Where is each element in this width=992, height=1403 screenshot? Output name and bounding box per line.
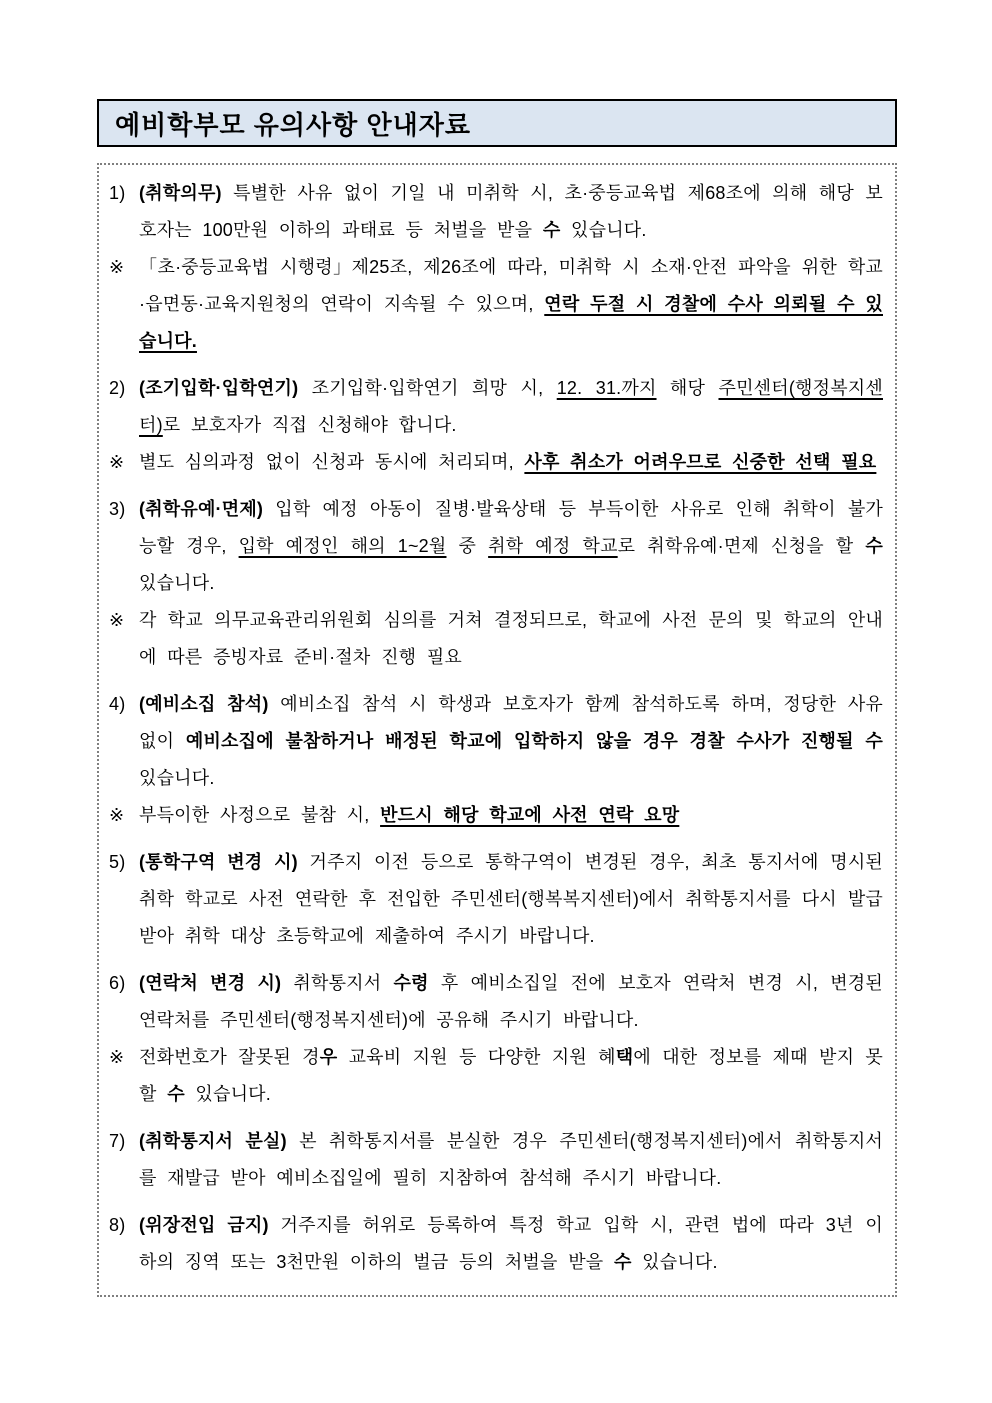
note-marker: ※ xyxy=(109,610,125,630)
item-1 xyxy=(109,175,883,249)
note-marker: ※ xyxy=(109,257,125,277)
text-span: 각 학교 의무교육관리위원회 심의를 거쳐 결정되므로, 학교에 사전 문의 및 학교의 안내에 따른 증빙자료 준비·절차 진행 필요 xyxy=(139,610,883,667)
item-7 xyxy=(109,1123,883,1197)
item-2-text xyxy=(139,370,883,444)
text-span: 12. 31.까지 xyxy=(556,378,657,398)
item-4 xyxy=(109,686,883,797)
text-span: (취학통지서 분실) xyxy=(139,1131,287,1151)
text-span: (취학의무) xyxy=(139,183,222,203)
text-span: 예비소집 참석 시 학생과 보호자가 함께 참석하도록 하며, 정당한 사유 없이 xyxy=(139,694,883,751)
item-5 xyxy=(109,844,883,955)
text-span: 해당 xyxy=(656,378,719,398)
text-span: (조기입학·입학연기) xyxy=(139,378,299,398)
text-span: (취학유예·면제) xyxy=(139,499,264,519)
text-span: 특별한 사유 없이 기일 내 미취학 시, 초·중등교육법 제68조에 의해 해당 보호자는 100만원 이하의 과태료 등 처벌을 받을 xyxy=(139,183,883,240)
note-marker: ※ xyxy=(109,452,125,472)
note-3-text xyxy=(139,602,883,676)
item-8 xyxy=(109,1207,883,1281)
note-6-text xyxy=(139,1039,883,1113)
item-marker: 3) xyxy=(109,499,126,519)
item-marker: 8) xyxy=(109,1215,126,1235)
text-span: 부득이한 사정으로 불참 시, xyxy=(139,805,381,825)
page-title: 예비학부모 유의사항 안내자료 xyxy=(115,109,471,140)
text-span: 연락 두절 시 경찰에 수사 의뢰될 수 있습니다. xyxy=(139,294,883,351)
text-span: 거주지를 허위로 등록하여 특정 학교 입학 시, 관련 법에 따라 3년 이하의 징역 또는 3천만원 이하의 벌금 등의 처벌을 받을 xyxy=(139,1215,883,1272)
text-span: 중 xyxy=(446,536,489,556)
text-span: 수 xyxy=(865,536,883,556)
text-span: 주민센터(행정복지센터) xyxy=(139,378,883,435)
text-span: 전화번호가 잘못된 경 xyxy=(139,1047,320,1067)
text-span: 입학 예정 아동이 질병·발육상태 등 부득이한 사유로 인해 취학이 불가능할 경우, xyxy=(139,499,883,556)
text-span: 예비소집에 불참하거나 배정된 학교에 입학하지 않을 경우 경찰 수사가 진행될 수 xyxy=(185,731,883,751)
text-span: 후 예비소집일 전에 보호자 연락처 변경 시, 변경된 연락처를 주민센터(행정복지센터)에 공유해 주시기 바랍니다. xyxy=(139,973,883,1030)
note-4 xyxy=(109,797,883,834)
note-1-text xyxy=(139,249,883,360)
item-marker: 7) xyxy=(109,1131,126,1151)
note-3 xyxy=(109,602,883,676)
text-span: (예비소집 참석) xyxy=(139,694,269,714)
item-3 xyxy=(109,491,883,602)
text-span: 있습니다. xyxy=(139,573,215,593)
text-span: 로 보호자가 직접 신청해야 합니다. xyxy=(162,415,457,435)
notice-body xyxy=(97,163,897,1297)
note-marker: ※ xyxy=(109,805,125,825)
item-8-text xyxy=(139,1207,883,1281)
text-span: 택 xyxy=(615,1047,634,1067)
note-2 xyxy=(109,444,883,481)
text-span: 별도 심의과정 없이 신청과 동시에 처리되며, xyxy=(139,452,525,472)
text-span: 수 xyxy=(613,1252,632,1272)
text-span: 취학통지서 xyxy=(281,973,394,993)
text-span: 있습니다. xyxy=(184,1084,271,1104)
text-span: 수령 xyxy=(393,973,429,993)
text-span: 본 취학통지서를 분실한 경우 주민센터(행정복지센터)에서 취학통지서를 재발급 받아 예비소집일에 필히 지참하여 참석해 주시기 바랍니다. xyxy=(139,1131,883,1188)
note-marker: ※ xyxy=(109,1047,125,1067)
text-span: 반드시 해당 학교에 사전 연락 요망 xyxy=(380,805,680,825)
text-span: 교육비 지원 등 다양한 지원 혜 xyxy=(337,1047,616,1067)
note-4-text xyxy=(139,797,883,834)
text-span: 사후 취소가 어려우므로 신중한 선택 필요 xyxy=(524,452,877,472)
text-span: 로 취학유예·면제 신청을 할 xyxy=(617,536,866,556)
text-span: 조기입학·입학연기 희망 시, xyxy=(298,378,557,398)
text-span: 우 xyxy=(319,1047,338,1067)
text-span: 에 대한 정보를 제때 받지 못할 xyxy=(139,1047,883,1104)
item-marker: 6) xyxy=(109,973,126,993)
item-4-text xyxy=(139,686,883,797)
text-span: (위장전입 금지) xyxy=(139,1215,269,1235)
item-marker: 2) xyxy=(109,378,126,398)
text-span: 입학 예정인 해의 1~2월 xyxy=(238,536,447,556)
text-span: 거주지 이전 등으로 통학구역이 변경된 경우, 최초 통지서에 명시된 취학 학교로 사전 연락한 후 전입한 주민센터(행복복지센터)에서 취학통지서를 다시 발급받아 취학 대상 초등학교에 제출하여 주시기 바랍니다. xyxy=(139,852,883,946)
text-span: 있습니다. xyxy=(631,1252,718,1272)
note-2-text xyxy=(139,444,883,481)
note-1 xyxy=(109,249,883,360)
title-banner xyxy=(97,99,897,147)
text-span: 취학 예정 학교 xyxy=(488,536,618,556)
text-span: (연락처 변경 시) xyxy=(139,973,282,993)
item-3-text xyxy=(139,491,883,602)
item-7-text xyxy=(139,1123,883,1197)
item-6 xyxy=(109,965,883,1039)
item-1-text xyxy=(139,175,883,249)
item-marker: 1) xyxy=(109,183,126,203)
item-marker: 5) xyxy=(109,852,126,872)
text-span: (통학구역 변경 시) xyxy=(139,852,298,872)
item-6-text xyxy=(139,965,883,1039)
note-6 xyxy=(109,1039,883,1113)
text-span: 수 xyxy=(167,1084,185,1104)
item-marker: 4) xyxy=(109,694,126,714)
text-span: 있습니다. xyxy=(560,220,647,240)
text-span: 「초·중등교육법 시행령」제25조, 제26조에 따라, 미취학 시 소재·안전 파악을 위한 학교·읍면동·교육지원청의 연락이 지속될 수 있으며, xyxy=(139,257,883,314)
text-span: 있습니다. xyxy=(139,768,215,788)
text-span: 수 xyxy=(542,220,561,240)
item-5-text xyxy=(139,844,883,955)
item-2 xyxy=(109,370,883,444)
